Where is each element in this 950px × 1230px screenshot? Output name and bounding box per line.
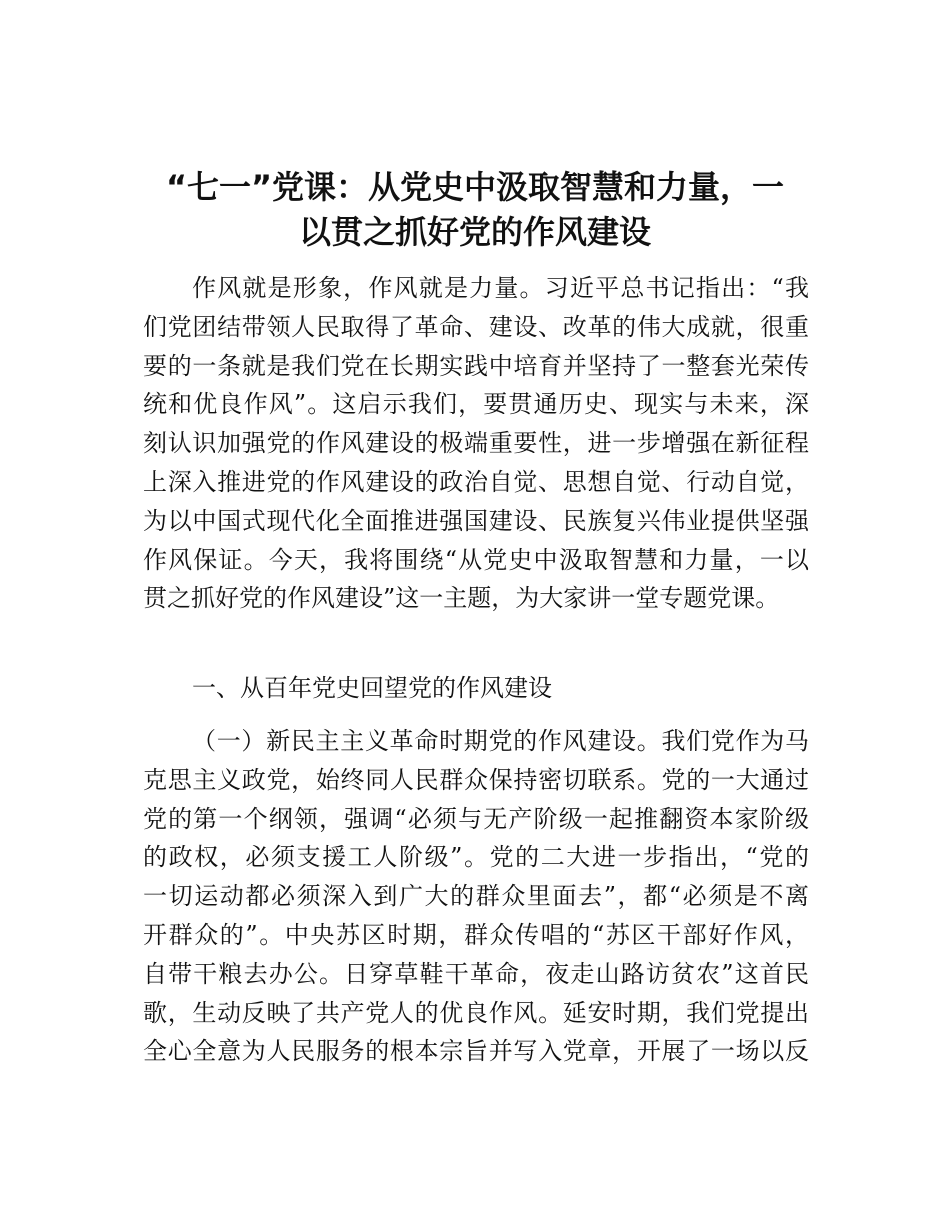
- document-title-line-2: 以贯之抓好党的作风建设: [298, 213, 651, 251]
- section-heading: 一、从百年党史回望党的作风建设: [192, 674, 552, 702]
- paragraph-line: 要的一条就是我们党在长期实践中培育并坚持了一整套光荣传: [143, 351, 809, 380]
- paragraph-line: 全心全意为人民服务的根本宗旨并写入党章，开展了一场以反: [143, 1037, 809, 1066]
- paragraph-line: 上深入推进党的作风建设的政治自觉、思想自觉、行动自觉，: [143, 468, 809, 496]
- paragraph-line: 贯之抓好党的作风建设”这一主题，为大家讲一堂专题党课。: [143, 584, 780, 613]
- paragraph-line: 们党团结带领人民取得了革命、建设、改革的伟大成就，很重: [143, 312, 809, 341]
- paragraph-line: 开群众的”。中央苏区时期，群众传唱的“苏区干部好作风，: [143, 921, 809, 949]
- paragraph-line: 刻认识加强党的作风建设的极端重要性，进一步增强在新征程: [143, 429, 809, 458]
- paragraph-line: 党的第一个纲领，强调“必须与无产阶级一起推翻资本家阶级: [143, 804, 809, 833]
- paragraph-line: 歌，生动反映了共产党人的优良作风。延安时期，我们党提出: [143, 998, 809, 1027]
- paragraph-line: 自带干粮去办公。日穿草鞋干革命，夜走山路访贫农”这首民: [143, 959, 809, 988]
- paragraph-line: 统和优良作风”。这启示我们，要贯通历史、现实与未来，深: [143, 390, 809, 419]
- paragraph-line: （一）新民主主义革命时期党的作风建设。我们党作为马: [192, 727, 809, 755]
- paragraph-line: 为以中国式现代化全面推进强国建设、民族复兴伟业提供坚强: [143, 506, 809, 535]
- paragraph-line: 克思主义政党，始终同人民群众保持密切联系。党的一大通过: [143, 765, 809, 794]
- document-title-line-1: “七一”党课：从党史中汲取智慧和力量，一: [165, 168, 785, 206]
- paragraph-line: 一切运动都必须深入到广大的群众里面去”，都“必须是不离: [143, 882, 809, 911]
- paragraph-line: 作风保证。今天，我将围绕“从党史中汲取智慧和力量，一以: [143, 545, 809, 574]
- paragraph-line: 的政权，必须支援工人阶级”。党的二大进一步指出，“党的: [143, 843, 809, 872]
- paragraph-line: 作风就是形象，作风就是力量。习近平总书记指出：“我: [192, 274, 809, 302]
